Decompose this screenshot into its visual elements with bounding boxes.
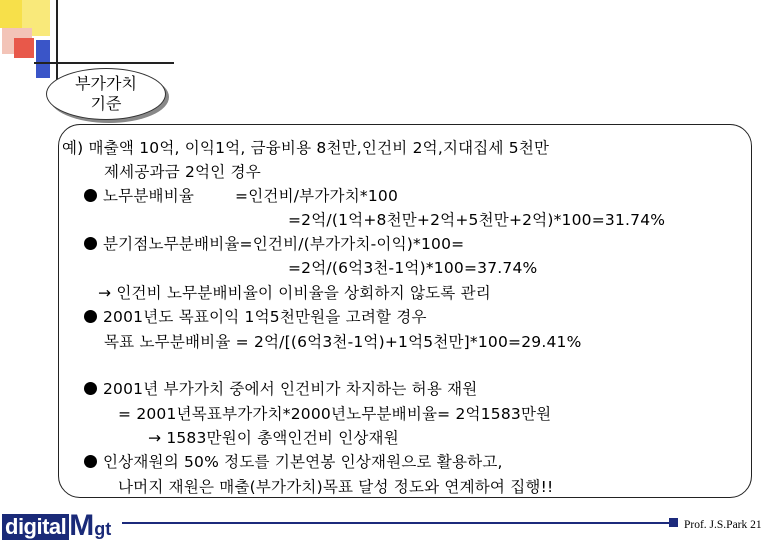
bullet-icon <box>84 237 97 250</box>
bullet-item-1 <box>84 184 398 206</box>
bullet-item-4 <box>84 377 477 399</box>
logo-text-m: M <box>69 509 95 542</box>
footer-square-icon <box>669 518 678 527</box>
decor-vertical-line <box>56 0 58 80</box>
decor-square-red-dark <box>14 38 34 58</box>
logo-text-gt: gt <box>94 519 112 539</box>
bullet-item-3 <box>84 305 427 327</box>
decor-square-blue <box>36 40 50 78</box>
bullet-text-1: 노무분배비율 =인건비/부가가치*100 <box>103 187 399 205</box>
bullet-text-5: 인상재원의 50% 정도를 기본연봉 인상재원으로 활용하고, <box>103 453 503 471</box>
section-badge <box>46 68 166 120</box>
text-line-2: 제세공과금 2억인 경우 <box>104 163 261 181</box>
logo-text-digital: digital <box>2 514 69 540</box>
text-line-7: → 인건비 노무분배비율이 이비율을 상회하지 않도록 관리 <box>98 284 491 302</box>
text-line-9: 목표 노무분배비율 = 2억/[(6억3천-1억)+1억5천만]*100=29.41% <box>104 333 582 351</box>
bullet-icon <box>84 189 97 202</box>
text-line-12: → 1583만원이 총액인건비 인상재원 <box>148 429 399 447</box>
badge-line-2: 기준 <box>90 94 122 113</box>
decor-square-yellow <box>0 0 22 28</box>
footer-divider <box>122 522 672 524</box>
bullet-item-5 <box>84 450 503 472</box>
text-line-11: = 2001년목표부가가치*2000년노무분배비율= 2억1583만원 <box>118 405 552 423</box>
bullet-item-2 <box>84 232 464 254</box>
bullet-icon <box>84 455 97 468</box>
decor-horizontal-line <box>34 62 174 64</box>
text-line-1: 예) 매출액 10억, 이익1억, 금융비용 8천만,인건비 2억,지대집세 5천만 <box>62 139 550 157</box>
text-line-6: =2억/(6억3천-1억)*100=37.74% <box>288 259 538 277</box>
digital-mgt-logo <box>2 510 111 540</box>
text-line-14: 나머지 재원은 매출(부가가치)목표 달성 정도와 연계하여 집행!! <box>118 478 554 496</box>
bullet-text-4: 2001년 부가가치 중에서 인건비가 차지하는 허용 재원 <box>103 380 478 398</box>
bullet-text-3: 2001년도 목표이익 1억5천만원을 고려할 경우 <box>103 308 427 326</box>
text-line-4: =2억/(1억+8천만+2억+5천만+2억)*100=31.74% <box>288 211 666 229</box>
badge-line-1: 부가가치 <box>75 74 137 93</box>
page-info: Prof. J.S.Park 21 <box>684 519 762 531</box>
bullet-icon <box>84 382 97 395</box>
bullet-text-2: 분기점노무분배비율=인건비/(부가가치-이익)*100= <box>103 235 465 253</box>
bullet-icon <box>84 310 97 323</box>
